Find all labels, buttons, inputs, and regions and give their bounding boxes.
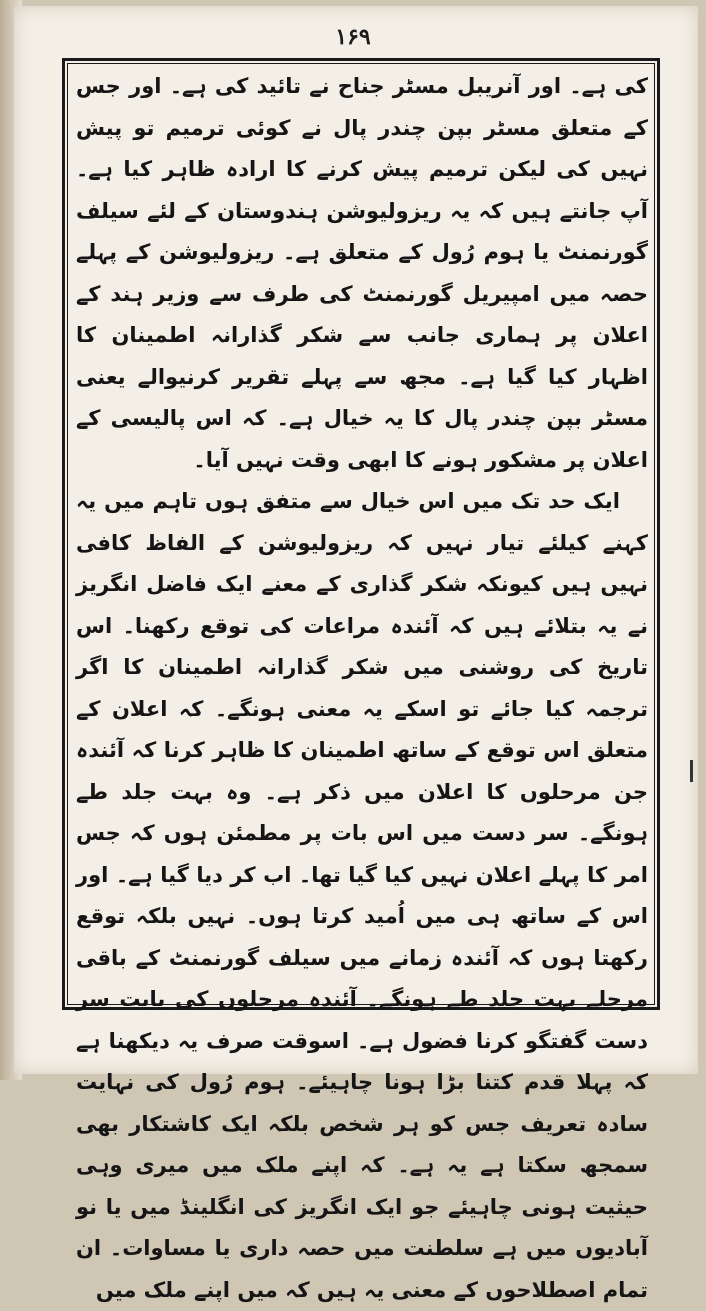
body-text	[76, 66, 648, 1302]
paragraph-2: ایک حد تک میں اس خیال سے متفق ہوں تاہم میں یہ کہنے کیلئے تیار نہیں کہ ریزولیوشن کے الفاظ کافی نہیں ہیں کیونکہ شکر گذاری کے معنے ایک فاضل انگریز نے یہ بتلائے ہیں کہ آئندہ مراعات کی توقع رکھنا۔ اس تاریخ کی روشنی میں شکر گذارانہ اطمینان کا اگر ترجمہ کیا جائے تو اسکے یہ معنی ہونگے۔ کہ اعلان کے متعلق اس توقع کے ساتھ اطمینان کا ظاہر کرنا کہ آئندہ جن مرحلوں کا اعلان میں ذکر ہے۔ وہ بہت جلد طے ہونگے۔ سر دست میں اس بات پر مطمئن ہوں کہ جس امر کا پہلے اعلان نہیں کیا گیا تھا۔ اب کر دیا گیا ہے۔ اور اس کے ساتھ ہی میں اُمید کرتا ہوں۔ نہیں بلکہ توقع رکھتا ہوں کہ آئندہ زمانے میں سیلف گورنمنٹ کے باقی مرحلے بہت جلد طے ہونگے۔ آئندہ مرحلوں کی بابت سر دست گفتگو کرنا فضول ہے۔ اسوقت صرف یہ دیکھنا ہے کہ پہلا قدم کتنا بڑا ہونا چاہیئے۔ ہوم رُول کی نہایت سادہ تعریف جس کو ہر شخص بلکہ ایک کاشتکار بھی سمجھ سکتا ہے یہ ہے۔ کہ اپنے ملک میں میری وہی حیثیت ہونی چاہیئے جو ایک انگریز کی انگلینڈ میں یا نو آبادیوں میں ہے سلطنت میں حصہ داری یا مساوات۔ ان تمام اصطلاحوں کے معنی یہ ہیں کہ میں اپنے ملک میں	[76, 489, 648, 1302]
margin-mark	[690, 760, 693, 782]
page-number: ۱۶۹	[335, 24, 371, 50]
paragraph-1: کی ہے۔ اور آنریبل مسٹر جناح نے تائید کی ہے۔ اور جس کے متعلق مسٹر بپن چندر پال نے کوئی ترمیم تو پیش نہیں کی لیکن ترمیم پیش کرنے کا ارادہ ظاہر کیا ہے۔ آپ جانتے ہیں کہ یہ ریزولیوشن ہندوستان کے لئے سیلف گورنمنٹ یا ہوم رُول کے متعلق ہے۔ ریزولیوشن کے پہلے حصہ میں امپیریل گورنمنٹ کی طرف سے وزیر ہند کے اعلان پر ہماری جانب سے شکر گذارانہ اطمینان کا اظہار کیا گیا ہے۔ مجھ سے پہلے تقریر کرنیوالے یعنی مسٹر بپن چندر پال کا یہ خیال ہے۔ کہ اس پالیسی کے اعلان پر مشکور ہونے کا ابھی وقت نہیں آیا۔	[76, 74, 648, 472]
